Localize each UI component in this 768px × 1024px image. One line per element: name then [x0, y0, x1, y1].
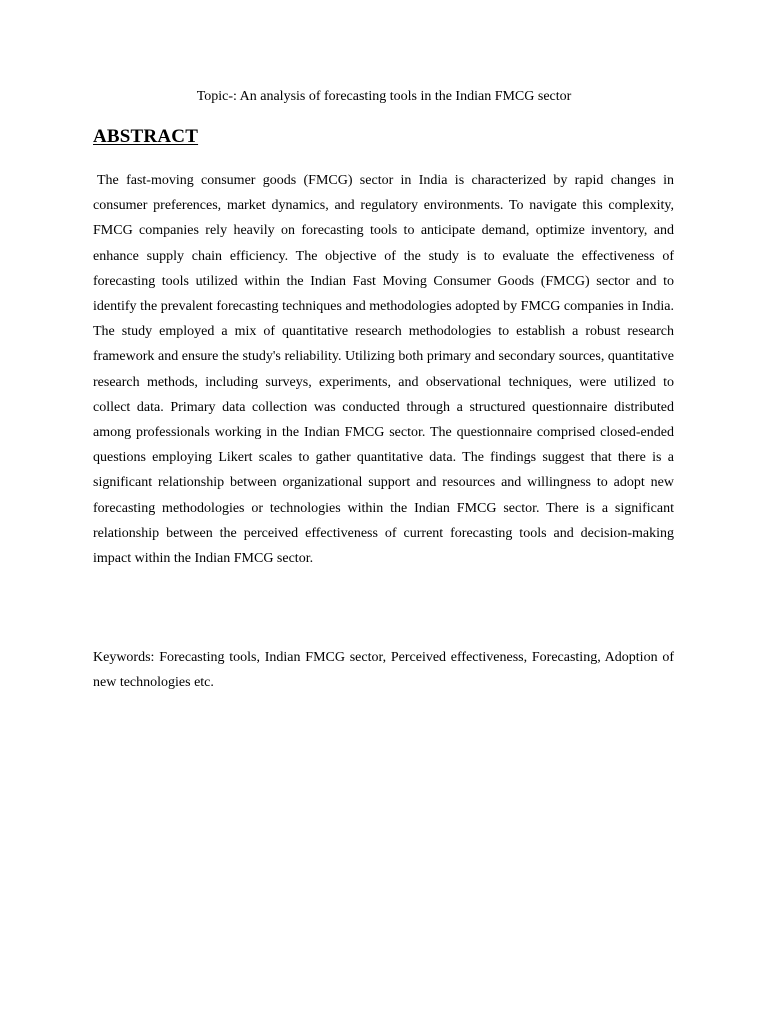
keywords-paragraph: Keywords: Forecasting tools, Indian FMCG sector, Perceived effectiveness, Forecasting, Adoption of new technologies etc. — [93, 650, 674, 691]
topic-line: Topic-: An analysis of forecasting tools in the Indian FMCG sector — [196, 89, 572, 104]
abstract-paragraph: The fast-moving consumer goods (FMCG) sector in India is characterized by rapid changes in consumer preferences, market dynamics, and regulatory environments. To navigate this complexity, FMCG companies rely heavily on forecasting tools to anticipate demand, optimize inventory, and enhance supply chain efficiency. The objective of the study is to evaluate the effectiveness of forecasting tools utilized within the Indian Fast Moving Consumer Goods (FMCG) sector and to identify the prevalent forecasting techniques and methodologies adopted by FMCG companies in India. The study employed a mix of quantitative research methodologies to establish a robust research framework and ensure the study's reliability. Utilizing both primary and secondary sources, quantitative research methods, including surveys, experiments, and observational techniques, were utilized to collect data. Primary data collection was conducted through a structured questionnaire distributed among professionals working in the Indian FMCG sector. The questionnaire comprised closed-ended questions employing Likert scales to gather quantitative data. The findings suggest that there is a significant relationship between organizational support and resources and willingness to adopt new forecasting methodologies or technologies within the Indian FMCG sector. There is a significant relationship between the perceived effectiveness of current forecasting tools and decision-making impact within the Indian FMCG sector. — [93, 173, 674, 567]
abstract-heading: ABSTRACT — [93, 126, 199, 147]
